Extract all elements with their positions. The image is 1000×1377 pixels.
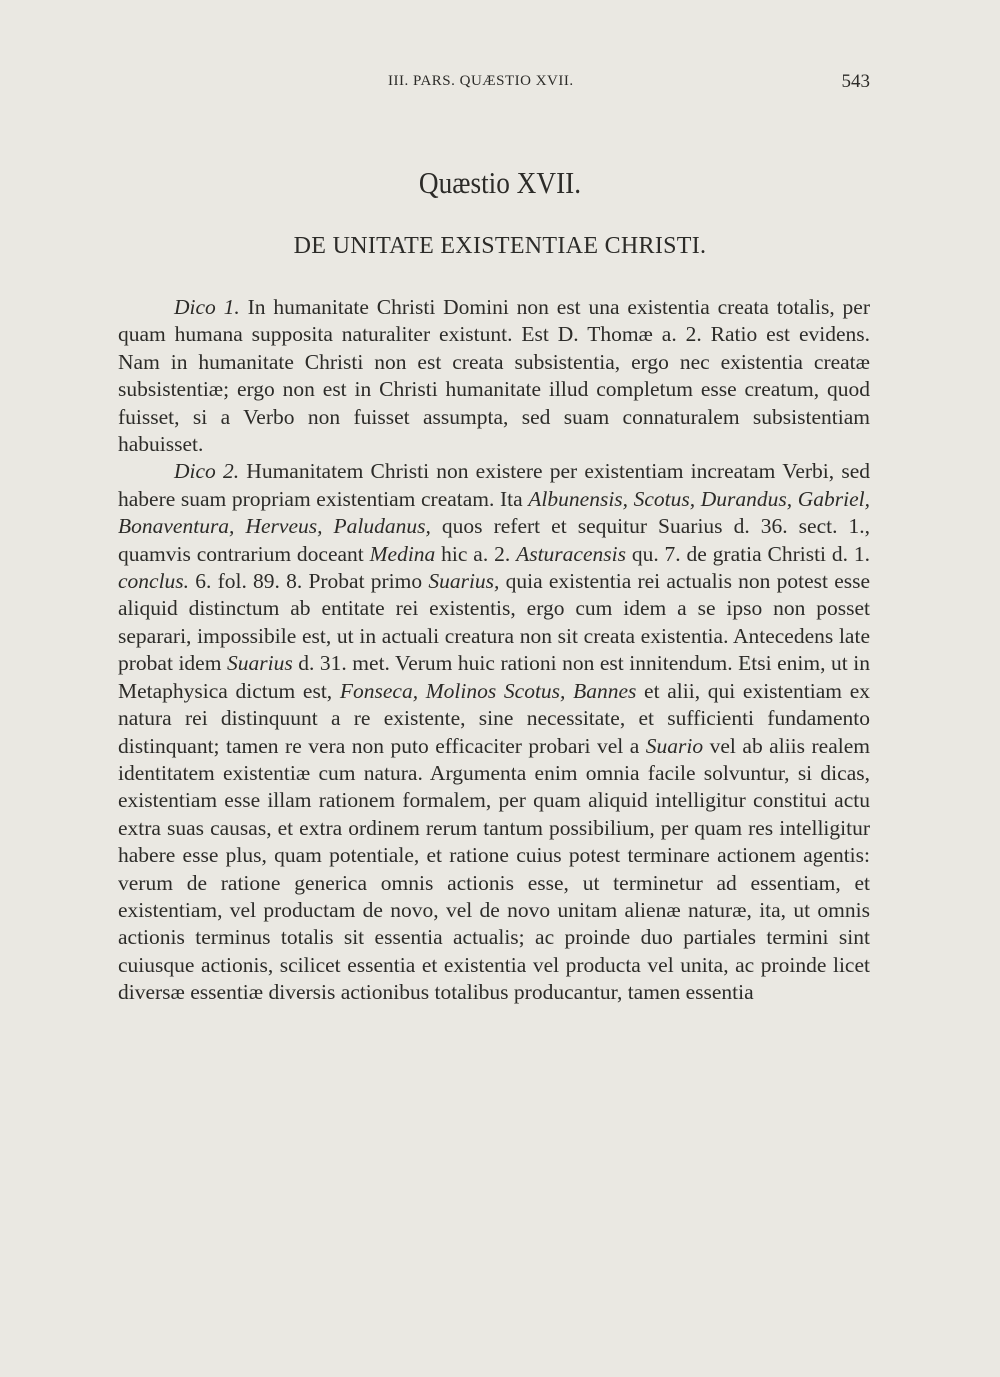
paragraph-text: 6. fol. 89. 8. Probat primo <box>189 569 429 594</box>
section-title: DE UNITATE EXISTENTIAE CHRISTI. <box>293 233 707 259</box>
page-number: 543 <box>841 71 870 92</box>
paragraph-text: qu. 7. de gratia Christi d. 1. <box>625 541 870 566</box>
italic-citation: Asturacensis <box>516 541 626 566</box>
italic-citation: Suarius <box>226 651 293 676</box>
paragraph-dico-1 <box>118 294 870 458</box>
paragraph-text: quos refert et sequitur Suarius d. 36. sect. 1., quamvis contrarium doceant <box>118 514 870 566</box>
italic-citation: Medina <box>369 541 436 566</box>
questio-title: Quæstio XVII. <box>418 165 582 200</box>
running-title: III. PARS. QUÆSTIO XVII. <box>388 73 574 89</box>
paragraph-text: Humanitatem Christi non existere per existentiam increatam Verbi, sed habere suam propriam existentiam creatam. Ita <box>118 459 870 511</box>
italic-citation: conclus. <box>118 569 190 594</box>
dico-label: Dico 2. <box>174 459 240 484</box>
paragraph-dico-2 <box>118 458 870 1006</box>
paragraph-text: In humanitate Christi Domini non est una existentia creata totalis, per quam humana supposita naturaliter existunt. Est D. Thomæ a. 2. Ratio est evidens. Nam in humanitate Christi non est creata subsistentia, ergo nec existentia creatæ subsistentiæ; ergo non est in Christi humanitate illud completum esse creatum, quod fuisset, si a Verbo non fuisset assumpta, sed suam connaturalem subsistentiam habuisset. <box>118 295 871 457</box>
paragraph-text: et alii, qui existentiam ex natura rei distinquunt a re existente, sine necessitate, et sufficienti fundamento distinquant; tamen re vera non puto efficaciter probari vel a <box>118 678 870 758</box>
paragraph-text: vel ab aliis realem identitatem existentiæ cum natura. Argumenta enim omnia facile solvuntur, si dicas, existentiam esse illam rationem formalem, per quam aliquid intelligitur constitui actu extra suas causas, et extra ordinem rerum tantum possibilium, per quam res intelligitur habere esse plus, quam potentiale, et ratione cuius potest terminare actionem agentis: verum de ratione generica omnis actionis esse, ut terminetur ad essentiam, et existentiam, vel productam de novo, vel de novo unitam alienæ naturæ, ita, ut omnis actionis terminus totalis sit essentia actualis; ac proinde duo partiales termini sint cuiusque actionis, scilicet essentia et existentia vel producta vel unita, ac proinde licet diversæ essentiæ diversis actionibus totalibus producantur, tamen essentia <box>118 733 870 1005</box>
paragraph-text: hic a. 2. <box>435 541 517 566</box>
italic-citation: Suario <box>645 733 704 758</box>
italic-citation: Albunensis, Scotus, Durandus, Gabriel, Bonaventura, Herveus, Paludanus, <box>118 486 870 539</box>
body-text <box>118 294 870 1007</box>
italic-citation: Suarius, <box>428 569 500 594</box>
dico-label: Dico 1. <box>174 295 240 319</box>
paragraph-text: quia existentia rei actualis non potest esse aliquid distinctum ab entitate rei existentis, ergo cum idem a se ipso non posset separari, impossibile est, ut in actuali creatura non sit creata existentia. Antecedens late probat idem <box>118 569 871 676</box>
paragraph-text: d. 31. met. Verum huic rationi non est innitendum. Etsi enim, ut in Metaphysica dictum est, <box>118 651 870 703</box>
italic-citation: Fonseca, Molinos Scotus, Bannes <box>339 678 637 703</box>
running-head <box>118 73 870 97</box>
